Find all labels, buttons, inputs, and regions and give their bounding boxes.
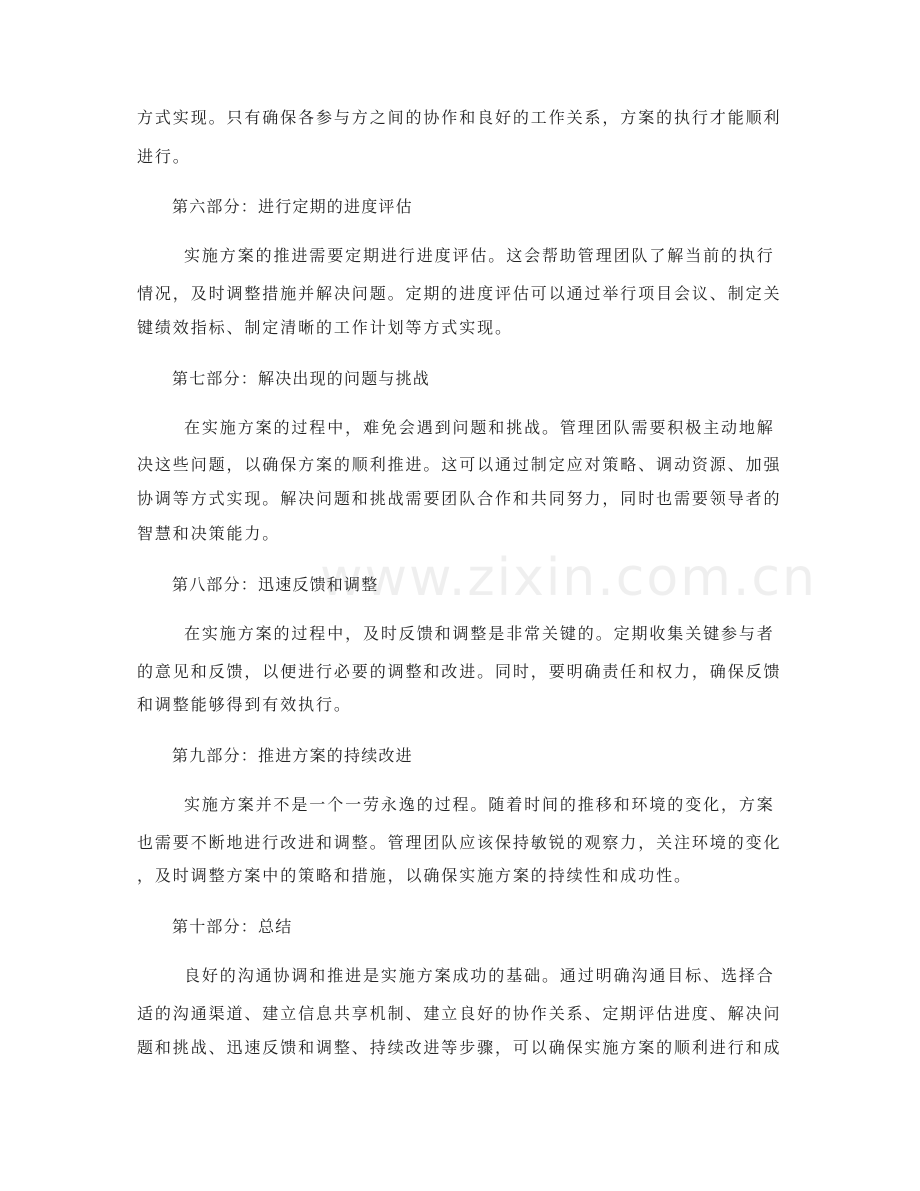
paragraph-line: 适的沟通渠道、建立信息共享机制、建立良好的协作关系、定期评估进度、解决问 [137,1004,782,1023]
paragraph-line: 协调等方式实现。解决问题和挑战需要团队合作和共同努力，同时也需要领导者的 [137,489,782,508]
paragraph-line: 实施方案的推进需要定期进行进度评估。这会帮助管理团队了解当前的执行 [184,246,775,265]
section-heading-10: 第十部分：总结 [172,917,293,936]
paragraph-line: 情况，及时调整措施并解决问题。定期的进度评估可以通过举行项目会议、制定关 [137,284,782,303]
section-heading-6: 第六部分：进行定期的进度评估 [172,197,413,216]
paragraph-line: 也需要不断地进行改进和调整。管理团队应该保持敏锐的观察力，关注环境的变化 [137,833,782,852]
paragraph-line: 在实施方案的过程中，难免会遇到问题和挑战。管理团队需要积极主动地解 [184,418,775,437]
paragraph-line: 键绩效指标、制定清晰的工作计划等方式实现。 [137,318,513,337]
paragraph-line: 题和挑战、迅速反馈和调整、持续改进等步骤，可以确保实施方案的顺利进行和成 [137,1038,782,1057]
paragraph-line: 智慧和决策能力。 [137,524,281,543]
paragraph-line: 进行。 [137,147,191,166]
paragraph-line: 实施方案并不是一个一劳永逸的过程。随着时间的推移和环境的变化，方案 [184,795,775,814]
section-heading-9: 第九部分：推进方案的持续改进 [172,746,413,765]
section-heading-7: 第七部分：解决出现的问题与挑战 [172,369,431,388]
section-heading-8: 第八部分：迅速反馈和调整 [172,575,379,594]
paragraph-line: 良好的沟通协调和推进是实施方案成功的基础。通过明确沟通目标、选择合 [184,966,775,985]
watermark: www.zixin.com.cn [320,548,817,608]
paragraph-line: 决这些问题，以确保方案的顺利推进。这可以通过制定应对策略、调动资源、加强 [137,455,782,474]
paragraph-line: 方式实现。只有确保各参与方之间的协作和良好的工作关系，方案的执行才能顺利 [137,108,782,127]
paragraph-line: 和调整能够得到有效执行。 [137,695,352,714]
paragraph-line: 的意见和反馈，以便进行必要的调整和改进。同时，要明确责任和权力，确保反馈 [137,662,782,681]
paragraph-line: ，及时调整方案中的策略和措施，以确保实施方案的持续性和成功性。 [137,866,692,885]
paragraph-line: 在实施方案的过程中，及时反馈和调整是非常关键的。定期收集关键参与者 [184,624,775,643]
